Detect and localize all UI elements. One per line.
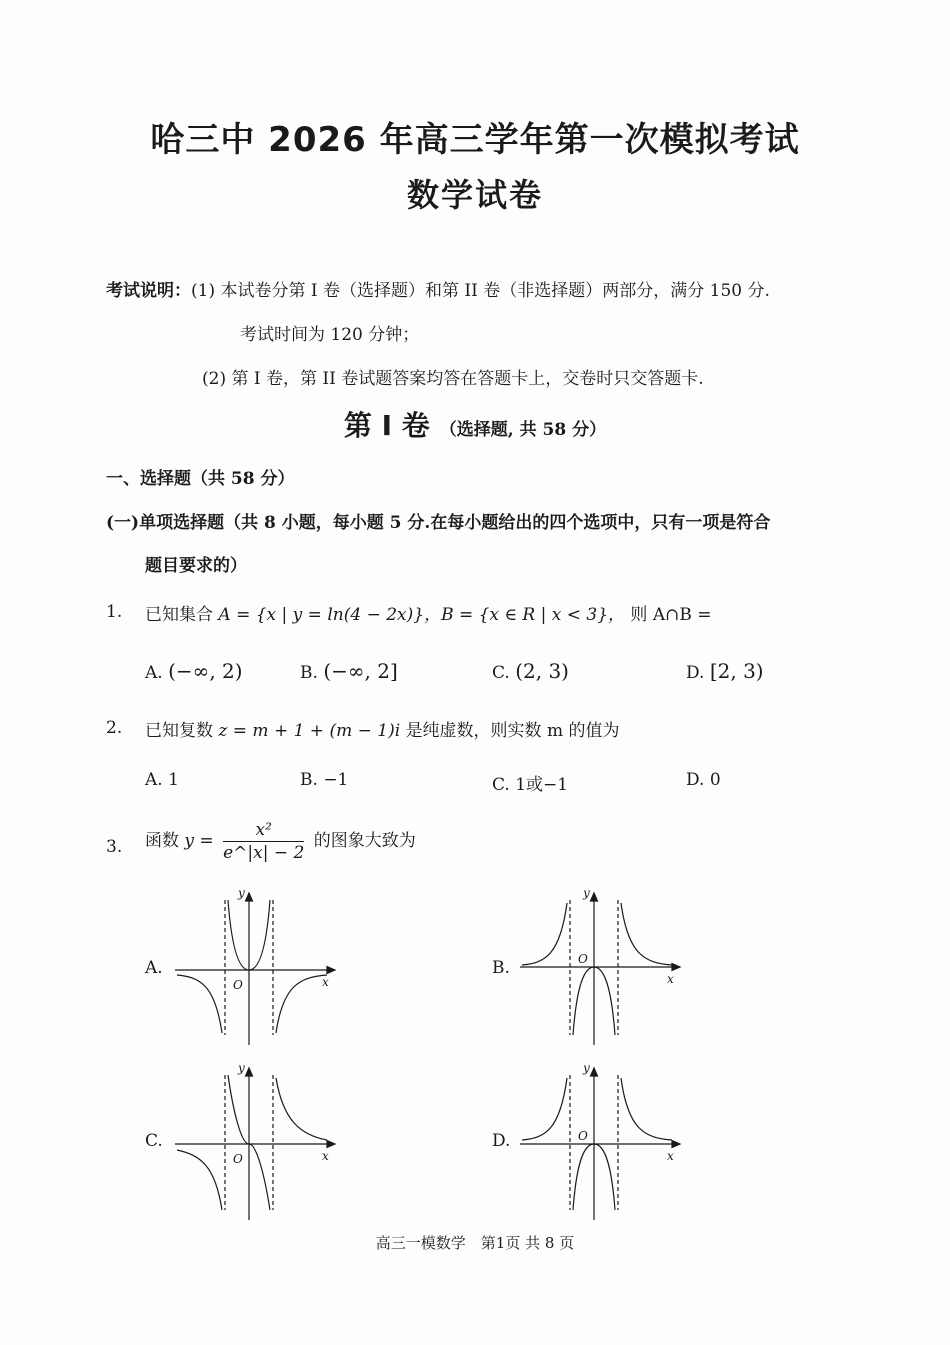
x-axis-arrow <box>672 1141 680 1148</box>
q1-option-a <box>145 659 243 683</box>
page-footer: 高三一模数学 第1页 共 8 页 <box>375 1234 575 1252</box>
curve-right-branch <box>621 903 672 965</box>
question-2-stem <box>145 716 620 741</box>
q3-stem-lhs: y = <box>184 831 214 851</box>
exam-subtitle: 数学试卷 <box>406 176 543 214</box>
curve-left-branch <box>522 903 567 965</box>
q1-option-d <box>686 659 764 683</box>
q3-fraction-denominator: e^|x| − 2 <box>223 843 305 863</box>
q3-fraction <box>223 820 304 863</box>
q2-option-d <box>686 770 721 790</box>
x-axis-arrow <box>327 967 335 974</box>
question-3-stem <box>145 820 416 863</box>
section-title: 第 I 卷 <box>343 409 430 442</box>
q3-graph-a <box>175 885 345 1050</box>
exam-title: 哈三中 2026 年高三学年第一次模拟考试 <box>150 120 800 160</box>
origin-label: O <box>233 1152 243 1166</box>
option-label: A. <box>145 663 163 683</box>
q1-option-c <box>492 659 569 683</box>
q1-stem-math: A = {x | y = ln(4 − 2x)}，B = {x ∈ R | x < 3}， <box>218 605 626 625</box>
q3-graph-label-d: D. <box>492 1131 511 1151</box>
q1-option-b <box>300 659 398 683</box>
curve-left-branch <box>177 1150 222 1210</box>
question-1-number: 1. <box>106 602 123 622</box>
curve-right-branch <box>621 1078 672 1140</box>
x-axis-arrow <box>672 964 680 971</box>
x-axis-arrow <box>327 1141 335 1148</box>
y-axis-label: y <box>583 1061 590 1075</box>
option-text: [2, 3) <box>709 659 764 683</box>
x-axis-label: x <box>322 975 329 989</box>
curve-right-branch <box>276 975 327 1033</box>
instructions-label: 考试说明： <box>106 281 191 301</box>
y-axis-arrow <box>591 893 598 901</box>
option-text: −1 <box>323 770 349 790</box>
option-text: 0 <box>709 770 721 790</box>
q1-stem-prefix: 已知集合 <box>145 605 213 625</box>
y-axis-label: y <box>238 886 245 900</box>
y-axis-arrow <box>591 1068 598 1076</box>
q2-stem-suffix: 是纯虚数，则实数 m 的值为 <box>405 721 620 741</box>
option-label: B. <box>300 770 318 790</box>
q3-fraction-numerator: x² <box>223 820 304 842</box>
option-label: D. <box>686 663 705 683</box>
option-text: (−∞, 2) <box>168 659 243 683</box>
instruction-item-1: (1) 本试卷分第 I 卷（选择题）和第 II 卷（非选择题）两部分，满分 150 分. <box>191 281 770 301</box>
q3-stem-suffix: 的图象大致为 <box>313 831 416 851</box>
y-axis-arrow <box>246 893 253 901</box>
q1-stem-suffix: 则 A∩B = <box>630 605 712 625</box>
option-label: A. <box>145 770 163 790</box>
option-label: D. <box>686 770 705 790</box>
option-label: C. <box>492 663 510 683</box>
origin-label: O <box>578 1129 588 1143</box>
part-heading: 一、选择题（共 58 分） <box>106 469 295 489</box>
question-3-number: 3. <box>106 837 123 857</box>
sub-heading: (一)单项选择题（共 8 小题，每小题 5 分.在每小题给出的四个选项中，只有一项是符合 <box>106 513 771 533</box>
question-2-number: 2. <box>106 718 123 738</box>
option-label: C. <box>492 775 510 795</box>
y-axis-arrow <box>246 1068 253 1076</box>
x-axis-label: x <box>667 1149 674 1163</box>
instruction-item-2: (2) 第 I 卷，第 II 卷试题答案均答在答题卡上，交卷时只交答题卡. <box>202 369 704 389</box>
origin-label: O <box>578 952 588 966</box>
sub-heading-cont: 题目要求的） <box>145 556 247 576</box>
q3-graph-b <box>520 885 690 1050</box>
q2-stem-math: z = m + 1 + (m − 1)i <box>218 721 401 741</box>
option-label: B. <box>300 663 318 683</box>
x-axis-label: x <box>667 972 674 986</box>
q2-stem-prefix: 已知复数 <box>145 721 213 741</box>
x-axis-label: x <box>322 1149 329 1163</box>
y-axis-label: y <box>238 1061 245 1075</box>
q3-graph-label-a: A. <box>145 958 163 978</box>
q2-option-a <box>145 770 179 790</box>
q3-graph-d <box>520 1060 690 1225</box>
option-text: 1或−1 <box>515 775 569 795</box>
section-heading <box>0 404 950 444</box>
curve-right-branch <box>276 1078 327 1140</box>
curve-left-branch <box>522 1078 567 1140</box>
q2-option-b <box>300 770 348 790</box>
q2-option-c <box>492 770 568 795</box>
y-axis-label: y <box>583 886 590 900</box>
section-note: （选择题, 共 58 分） <box>439 420 607 440</box>
q3-stem-prefix: 函数 <box>145 831 179 851</box>
origin-label: O <box>233 978 243 992</box>
q3-graph-c <box>175 1060 345 1225</box>
instruction-item-1-cont: 考试时间为 120 分钟； <box>240 325 420 345</box>
q3-graph-label-c: C. <box>145 1131 163 1151</box>
option-text: (2, 3) <box>515 659 569 683</box>
curve-left-branch <box>177 975 222 1033</box>
instructions-line-1 <box>106 276 770 301</box>
option-text: 1 <box>168 770 179 790</box>
q3-graph-label-b: B. <box>492 958 510 978</box>
option-text: (−∞, 2] <box>323 659 398 683</box>
question-1-stem <box>145 600 712 625</box>
